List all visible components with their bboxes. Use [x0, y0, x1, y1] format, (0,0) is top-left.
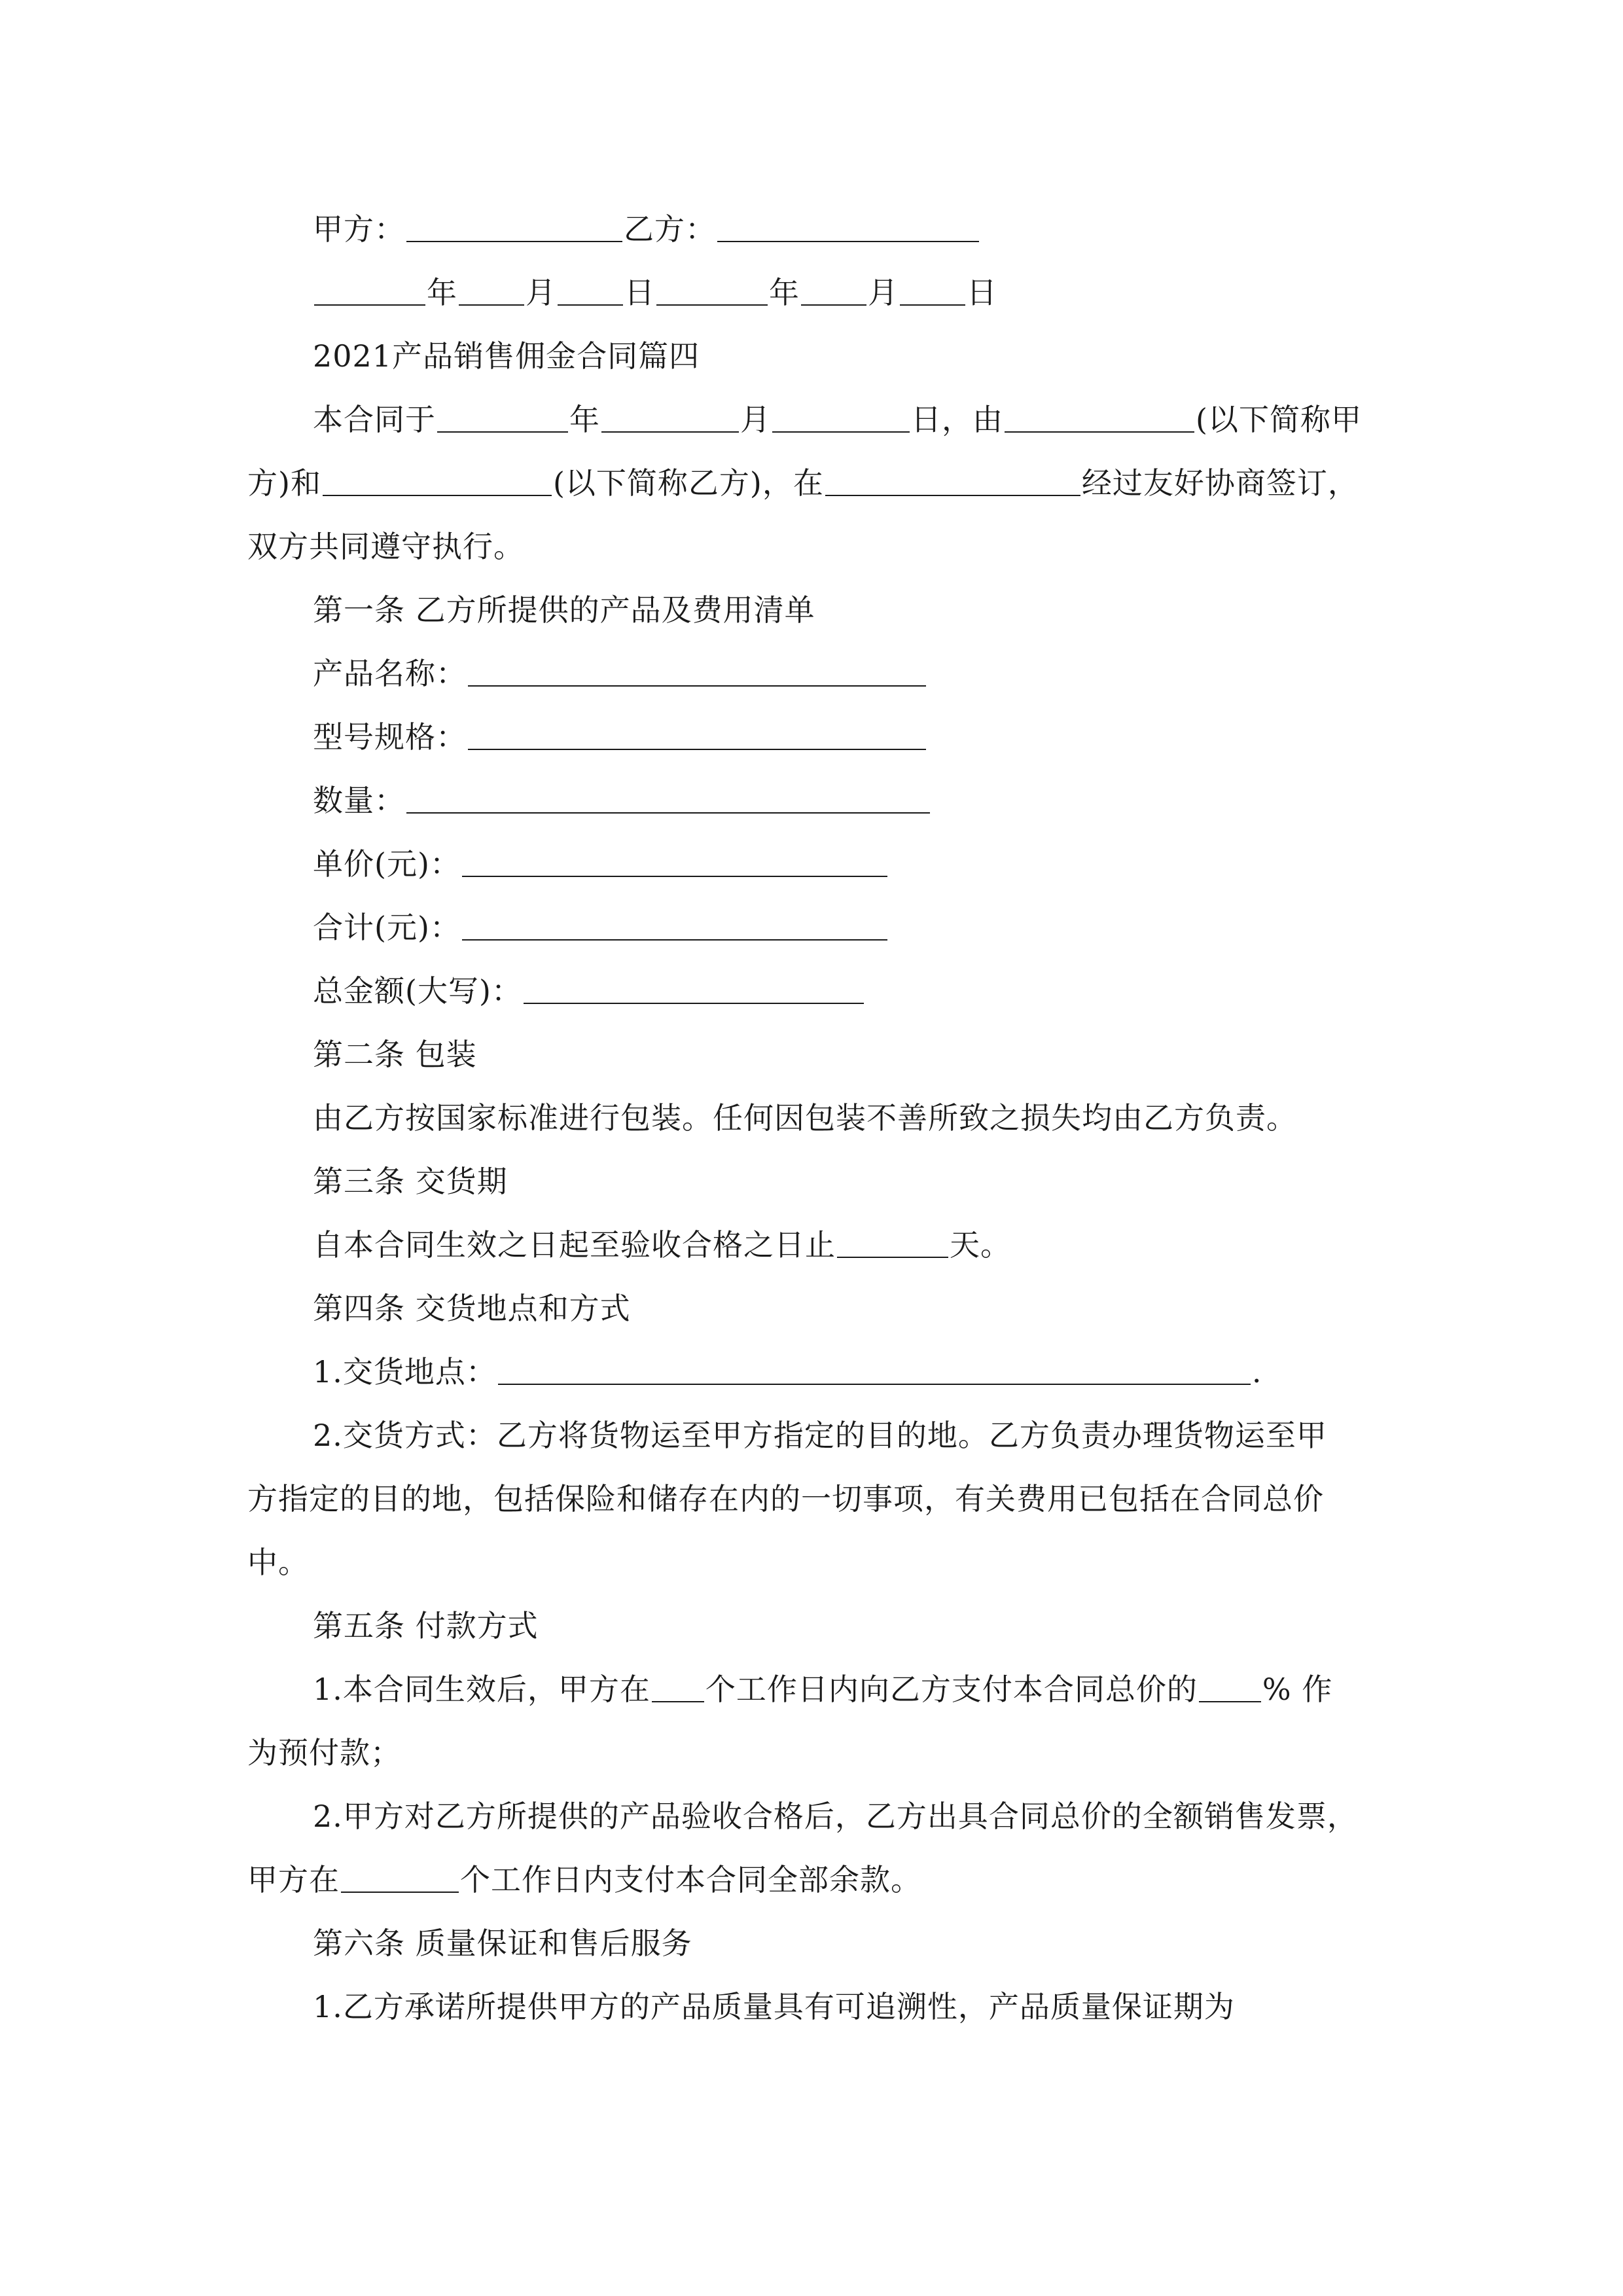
payment-text: 个工作日内向乙方支付本合同总价的 [705, 1672, 1198, 1707]
month-label: 月 [868, 275, 899, 310]
intro-line-3: 双方共同遵守执行。 [247, 529, 524, 564]
article-5-item-1-line-1 [247, 1658, 1452, 1721]
product-name-field [247, 642, 1452, 706]
quantity-blank [406, 782, 930, 814]
intro-text: 经过友好协商签订， [1081, 465, 1359, 501]
delivery-place-label: 1.交货地点： [313, 1354, 497, 1390]
intro-month-blank [601, 401, 739, 433]
total-upper-field [247, 960, 1452, 1023]
model-blank [468, 719, 926, 750]
article-5-item-2-line-2 [247, 1848, 1386, 1912]
article-6-item-1: 1.乙方承诺所提供甲方的产品质量具有可追溯性，产品质量保证期为 [313, 1989, 1235, 2024]
delivery-place-blank [498, 1354, 1251, 1385]
intro-party-a-blank [1005, 401, 1194, 433]
payment-text: 甲方在 [247, 1862, 340, 1897]
field-label: 单价(元)： [313, 846, 461, 882]
total-upper-blank [524, 973, 864, 1004]
article-5-item-1-line-2: 为预付款； [247, 1735, 401, 1770]
year-label: 年 [427, 275, 457, 310]
intro-text: 本合同于 [313, 402, 436, 437]
field-label: 合计(元)： [313, 910, 461, 945]
intro-party-b-blank [323, 465, 552, 496]
signature-dates-line [247, 261, 1452, 325]
article-4-item-1 [247, 1340, 1452, 1404]
date-a-year-blank [314, 274, 425, 306]
party-b-blank [717, 211, 979, 242]
subtotal-field [247, 896, 1452, 960]
intro-text: 月 [740, 402, 771, 437]
date-b-year-blank [656, 274, 768, 306]
model-field [247, 706, 1452, 769]
article-4-item-2-line-2: 方指定的目的地，包括保险和储存在内的一切事项，有关费用已包括在合同总价 [247, 1481, 1324, 1516]
intro-text: (以下简称甲 [1196, 402, 1362, 437]
prepay-percent-blank [1199, 1671, 1261, 1702]
date-b-month-blank [801, 274, 866, 306]
delivery-place-end: . [1251, 1354, 1262, 1390]
product-name-blank [468, 655, 926, 687]
field-label: 数量： [313, 783, 405, 818]
article-6-title: 第六条 质量保证和售后服务 [313, 1926, 692, 1961]
balance-days-blank [341, 1861, 459, 1893]
intro-year-blank [437, 401, 568, 433]
article-2-title: 第二条 包装 [313, 1037, 477, 1072]
document-heading: 2021产品销售佣金合同篇四 [313, 338, 700, 374]
field-label: 总金额(大写)： [313, 973, 522, 1009]
article-1-title: 第一条 乙方所提供的产品及费用清单 [313, 592, 815, 628]
field-label: 型号规格： [313, 719, 467, 755]
month-label: 月 [526, 275, 556, 310]
field-label: 产品名称： [313, 656, 467, 691]
date-b-day-blank [900, 274, 965, 306]
subtotal-blank [462, 909, 887, 941]
intro-place-blank [825, 465, 1080, 496]
intro-text: 年 [569, 402, 600, 437]
payment-text: % 作 [1262, 1672, 1333, 1707]
article-2-text: 由乙方按国家标准进行包装。任何因包装不善所致之损失均由乙方负责。 [313, 1100, 1297, 1136]
delivery-days-blank [837, 1227, 948, 1258]
day-label: 日 [624, 275, 655, 310]
party-a-blank [406, 211, 622, 242]
party-a-label: 甲方： [313, 211, 405, 247]
delivery-period-text: 天。 [950, 1227, 1011, 1263]
payment-text: 个工作日内支付本合同全部余款。 [460, 1862, 921, 1897]
article-5-item-2-line-1: 2.甲方对乙方所提供的产品验收合格后，乙方出具合同总价的全额销售发票， [313, 1799, 1358, 1834]
delivery-period-text: 自本合同生效之日起至验收合格之日止 [313, 1227, 836, 1263]
article-4-item-2-line-1: 2.交货方式：乙方将货物运至甲方指定的目的地。乙方负责办理货物运至甲 [313, 1418, 1327, 1453]
article-4-title: 第四条 交货地点和方式 [313, 1291, 631, 1326]
article-5-title: 第五条 付款方式 [313, 1608, 539, 1643]
unit-price-blank [462, 846, 887, 877]
intro-text: 日，由 [911, 402, 1003, 437]
unit-price-field [247, 833, 1452, 896]
intro-day-blank [772, 401, 910, 433]
party-b-label: 乙方： [624, 211, 716, 247]
year-label: 年 [769, 275, 800, 310]
article-3-title: 第三条 交货期 [313, 1164, 508, 1199]
intro-text: 方)和 [247, 465, 321, 501]
payment-text: 1.本合同生效后，甲方在 [313, 1672, 651, 1707]
prepay-days-blank [652, 1671, 704, 1702]
day-label: 日 [967, 275, 997, 310]
quantity-field [247, 769, 1452, 833]
intro-text: (以下简称乙方)，在 [552, 465, 824, 501]
intro-line-1 [247, 388, 1452, 452]
date-a-day-blank [558, 274, 623, 306]
intro-line-2 [247, 452, 1386, 515]
article-4-item-2-line-3: 中。 [247, 1545, 309, 1580]
article-3-text [247, 1213, 1452, 1277]
signature-parties-line [247, 198, 1452, 261]
date-a-month-blank [459, 274, 524, 306]
